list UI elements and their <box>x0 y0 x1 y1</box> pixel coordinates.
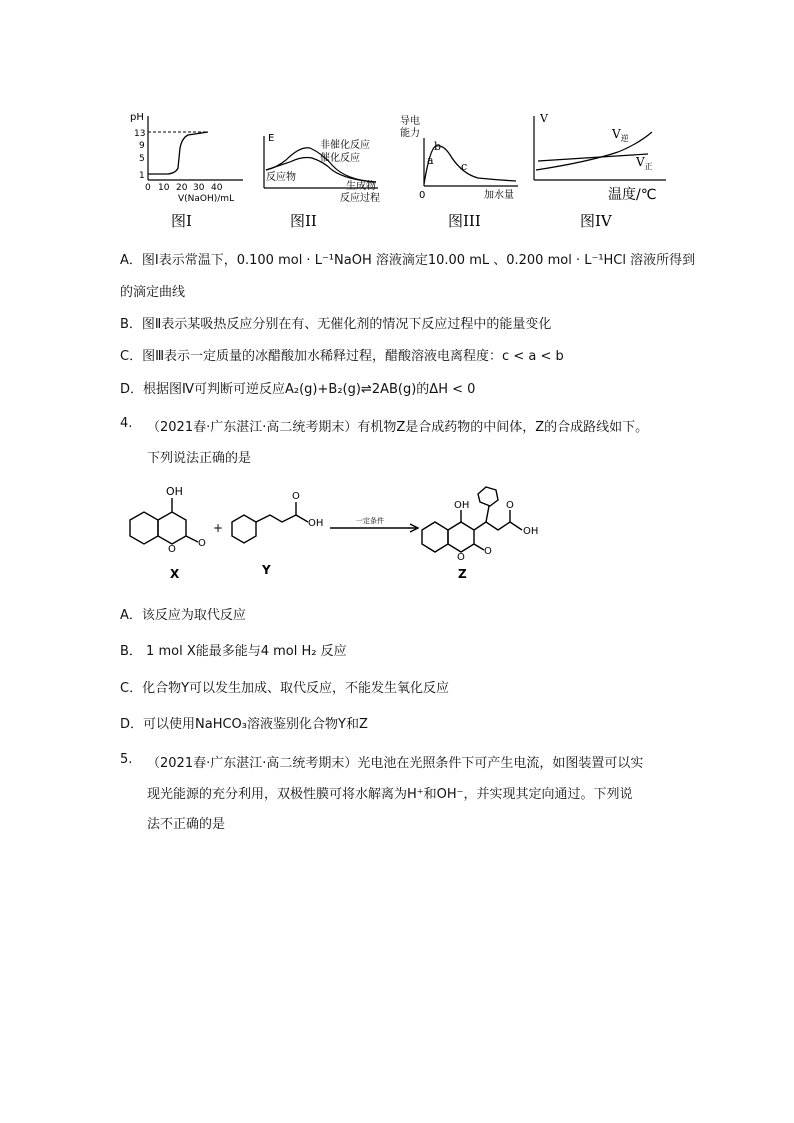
compound-x-label: X <box>170 567 180 581</box>
q4-option-a: A．该反应为取代反应 <box>120 608 246 623</box>
question-text-line2: 现光能源的充分利用，双极性膜可将水解离为H⁺和OH⁻，并实现其定向通过。下列说 <box>147 787 633 802</box>
y-o: O <box>292 491 300 502</box>
fig3-y-axis-l2: 能力 <box>400 128 420 139</box>
compound-z-label: Z <box>458 567 467 581</box>
figure-4 <box>534 112 666 230</box>
q3-option-b: B．图Ⅱ表示某吸热反应分别在有、无催化剂的情况下反应过程中的能量变化 <box>120 317 552 332</box>
fig1-ytick: 13 <box>134 129 146 139</box>
fig1-x-label: V(NaOH)/mL <box>178 194 235 204</box>
fig2-label-product: 生成物 <box>346 181 376 192</box>
reaction-condition: 一定条件 <box>356 517 384 525</box>
plus-sign: + <box>213 521 224 535</box>
fig1-xtick: 30 <box>193 183 205 193</box>
fig1-ytick: 5 <box>139 154 145 164</box>
fig2-label-uncat: 非催化反应 <box>320 140 370 151</box>
question-text-line2: 下列说法正确的是 <box>147 451 252 466</box>
fig2-label-reactant: 反应物 <box>266 172 296 183</box>
fig1-xtick: 10 <box>158 183 170 193</box>
q3-option-c: C．图Ⅲ表示一定质量的冰醋酸加水稀释过程，醋酸溶液电离程度：c < a < b <box>120 349 564 364</box>
x-o-carbonyl: O <box>198 538 206 549</box>
fig3-caption: 图III <box>448 212 481 230</box>
fig3-y-axis-l1: 导电 <box>400 116 420 127</box>
question-text-line1: （2021春·广东湛江·高二统考期末）有机物Z是合成药物的中间体，Z的合成路线如下。 <box>147 420 649 435</box>
q4-option-d: D．可以使用NaHCO₃溶液鉴别化合物Y和Z <box>120 717 368 732</box>
figure-3 <box>400 114 518 230</box>
q4-option-b: B． 1 mol X能最多能与4 mol H₂ 反应 <box>120 644 347 659</box>
fig1-xtick: 20 <box>176 183 188 193</box>
figure-1 <box>130 112 243 230</box>
fig2-x-label: 反应过程 <box>340 193 380 204</box>
z-o-carbonyl: O <box>484 546 492 557</box>
fig2-label-cat: 催化反应 <box>320 153 360 164</box>
fig3-point-a: a <box>427 154 434 167</box>
fig3-x-label: 加水量 <box>484 190 514 201</box>
z-oh: OH <box>454 500 470 511</box>
fig2-y-axis: E <box>268 133 275 144</box>
fig1-ytick: 1 <box>139 171 145 181</box>
compound-y-label: Y <box>262 563 271 577</box>
q4-option-c: C．化合物Y可以发生加成、取代反应，不能发生氧化反应 <box>120 681 450 696</box>
figure-2 <box>264 133 380 230</box>
y-oh: OH <box>308 518 324 529</box>
fig3-origin: 0 <box>419 190 426 201</box>
question-text-line1: （2021春·广东湛江·高二统考期末）光电池在光照条件下可产生电流，如图装置可以实 <box>147 756 644 771</box>
fig4-x-label: 温度/℃ <box>608 187 657 203</box>
q3-option-a-line1: A．图Ⅰ表示常温下，0.100 mol · L⁻¹NaOH 溶液滴定10.00 mL 、0.200 mol · L⁻¹HCl 溶液所得到 <box>120 253 696 268</box>
figure-row <box>118 108 678 233</box>
figures-svg <box>118 108 678 233</box>
fig4-y-axis: V <box>540 112 548 125</box>
fig1-caption: 图I <box>171 212 192 230</box>
q3-option-a-line2: 的滴定曲线 <box>120 285 186 300</box>
reaction-svg <box>120 482 560 582</box>
z-o-acid: O <box>506 500 514 511</box>
z-oh-acid: OH <box>523 526 539 537</box>
fig3-point-b: b <box>434 140 442 153</box>
fig4-line-reverse: $V_逆$ <box>612 127 629 143</box>
fig4-line-forward: $V_正$ <box>636 155 653 171</box>
fig2-caption: 图II <box>290 212 317 230</box>
fig3-point-c: c <box>461 160 468 173</box>
question-number: 4. <box>120 416 133 431</box>
q3-option-d: D．根据图Ⅳ可判断可逆反应A₂(g)+B₂(g)⇌2AB(g)的ΔH < 0 <box>120 382 476 397</box>
x-o-ring: O <box>168 544 176 555</box>
question-number: 5. <box>120 752 133 767</box>
fig1-y-axis: pH <box>130 112 144 123</box>
fig4-caption: 图IV <box>580 212 612 230</box>
z-o-ring: O <box>457 552 465 563</box>
fig1-xtick: 40 <box>211 183 223 193</box>
fig1-xtick: 0 <box>145 183 151 193</box>
reaction-scheme <box>120 482 560 582</box>
question-text-line3: 法不正确的是 <box>147 817 226 832</box>
fig1-ytick: 9 <box>139 141 145 151</box>
x-oh: OH <box>166 485 183 498</box>
